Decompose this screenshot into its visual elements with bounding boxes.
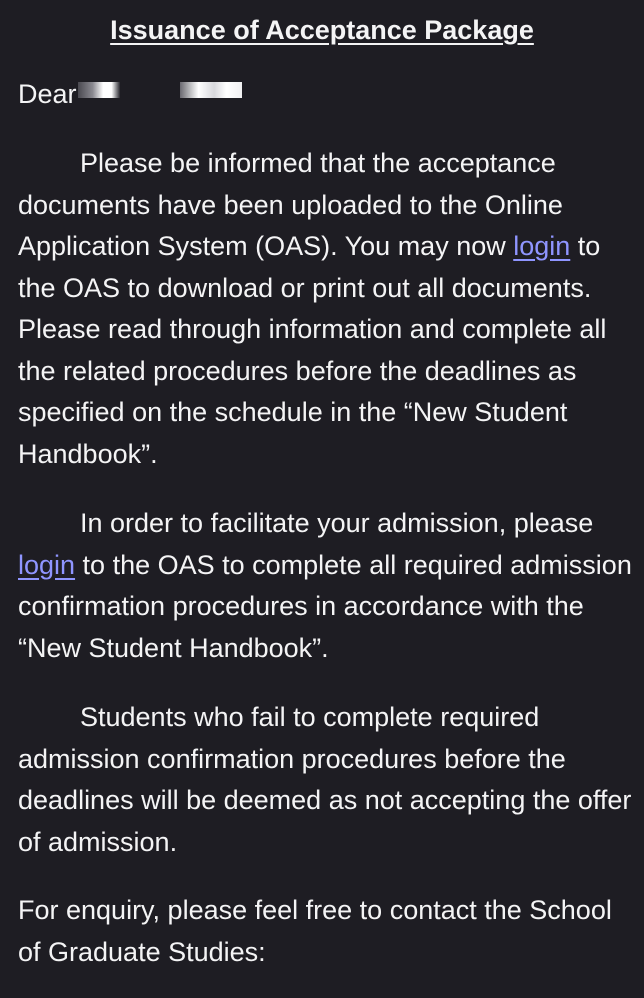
redacted-name-last	[180, 82, 242, 98]
p2-text-after-link: to the OAS to complete all required admission confirmation procedures in accordance with the “New Student Handbook”.	[18, 549, 632, 663]
paragraph-documents-uploaded	[18, 143, 644, 475]
p3-text: Students who fail to complete required admission confirmation procedures before the deadlines will be deemed as not accepting the offer of admission.	[18, 702, 632, 857]
paragraph-admission-confirmation	[18, 503, 644, 669]
paragraph-deadline-warning	[18, 697, 644, 863]
p1-text-before-link: Please be informed that the acceptance documents have been uploaded to the Online Application System (OAS). You may now	[18, 148, 563, 261]
greeting-line	[18, 74, 644, 115]
email-body	[0, 10, 644, 998]
email-title: Issuance of Acceptance Package	[110, 15, 534, 45]
p1-text-after-link: to the OAS to download or print out all documents. Please read through information and complete all the related procedures before the deadlines as specified on the schedule in the “New Student Handbook”.	[18, 231, 607, 469]
login-link[interactable]: login	[513, 231, 571, 261]
p4-text: For enquiry, please feel free to contact the School of Graduate Studies:	[18, 895, 612, 967]
redacted-name-first	[78, 82, 120, 98]
p2-text-before-link: In order to facilitate your admission, please	[80, 508, 594, 538]
paragraph-enquiry	[18, 890, 644, 973]
login-link[interactable]: login	[18, 549, 76, 580]
greeting-salutation: Dear	[18, 79, 77, 109]
